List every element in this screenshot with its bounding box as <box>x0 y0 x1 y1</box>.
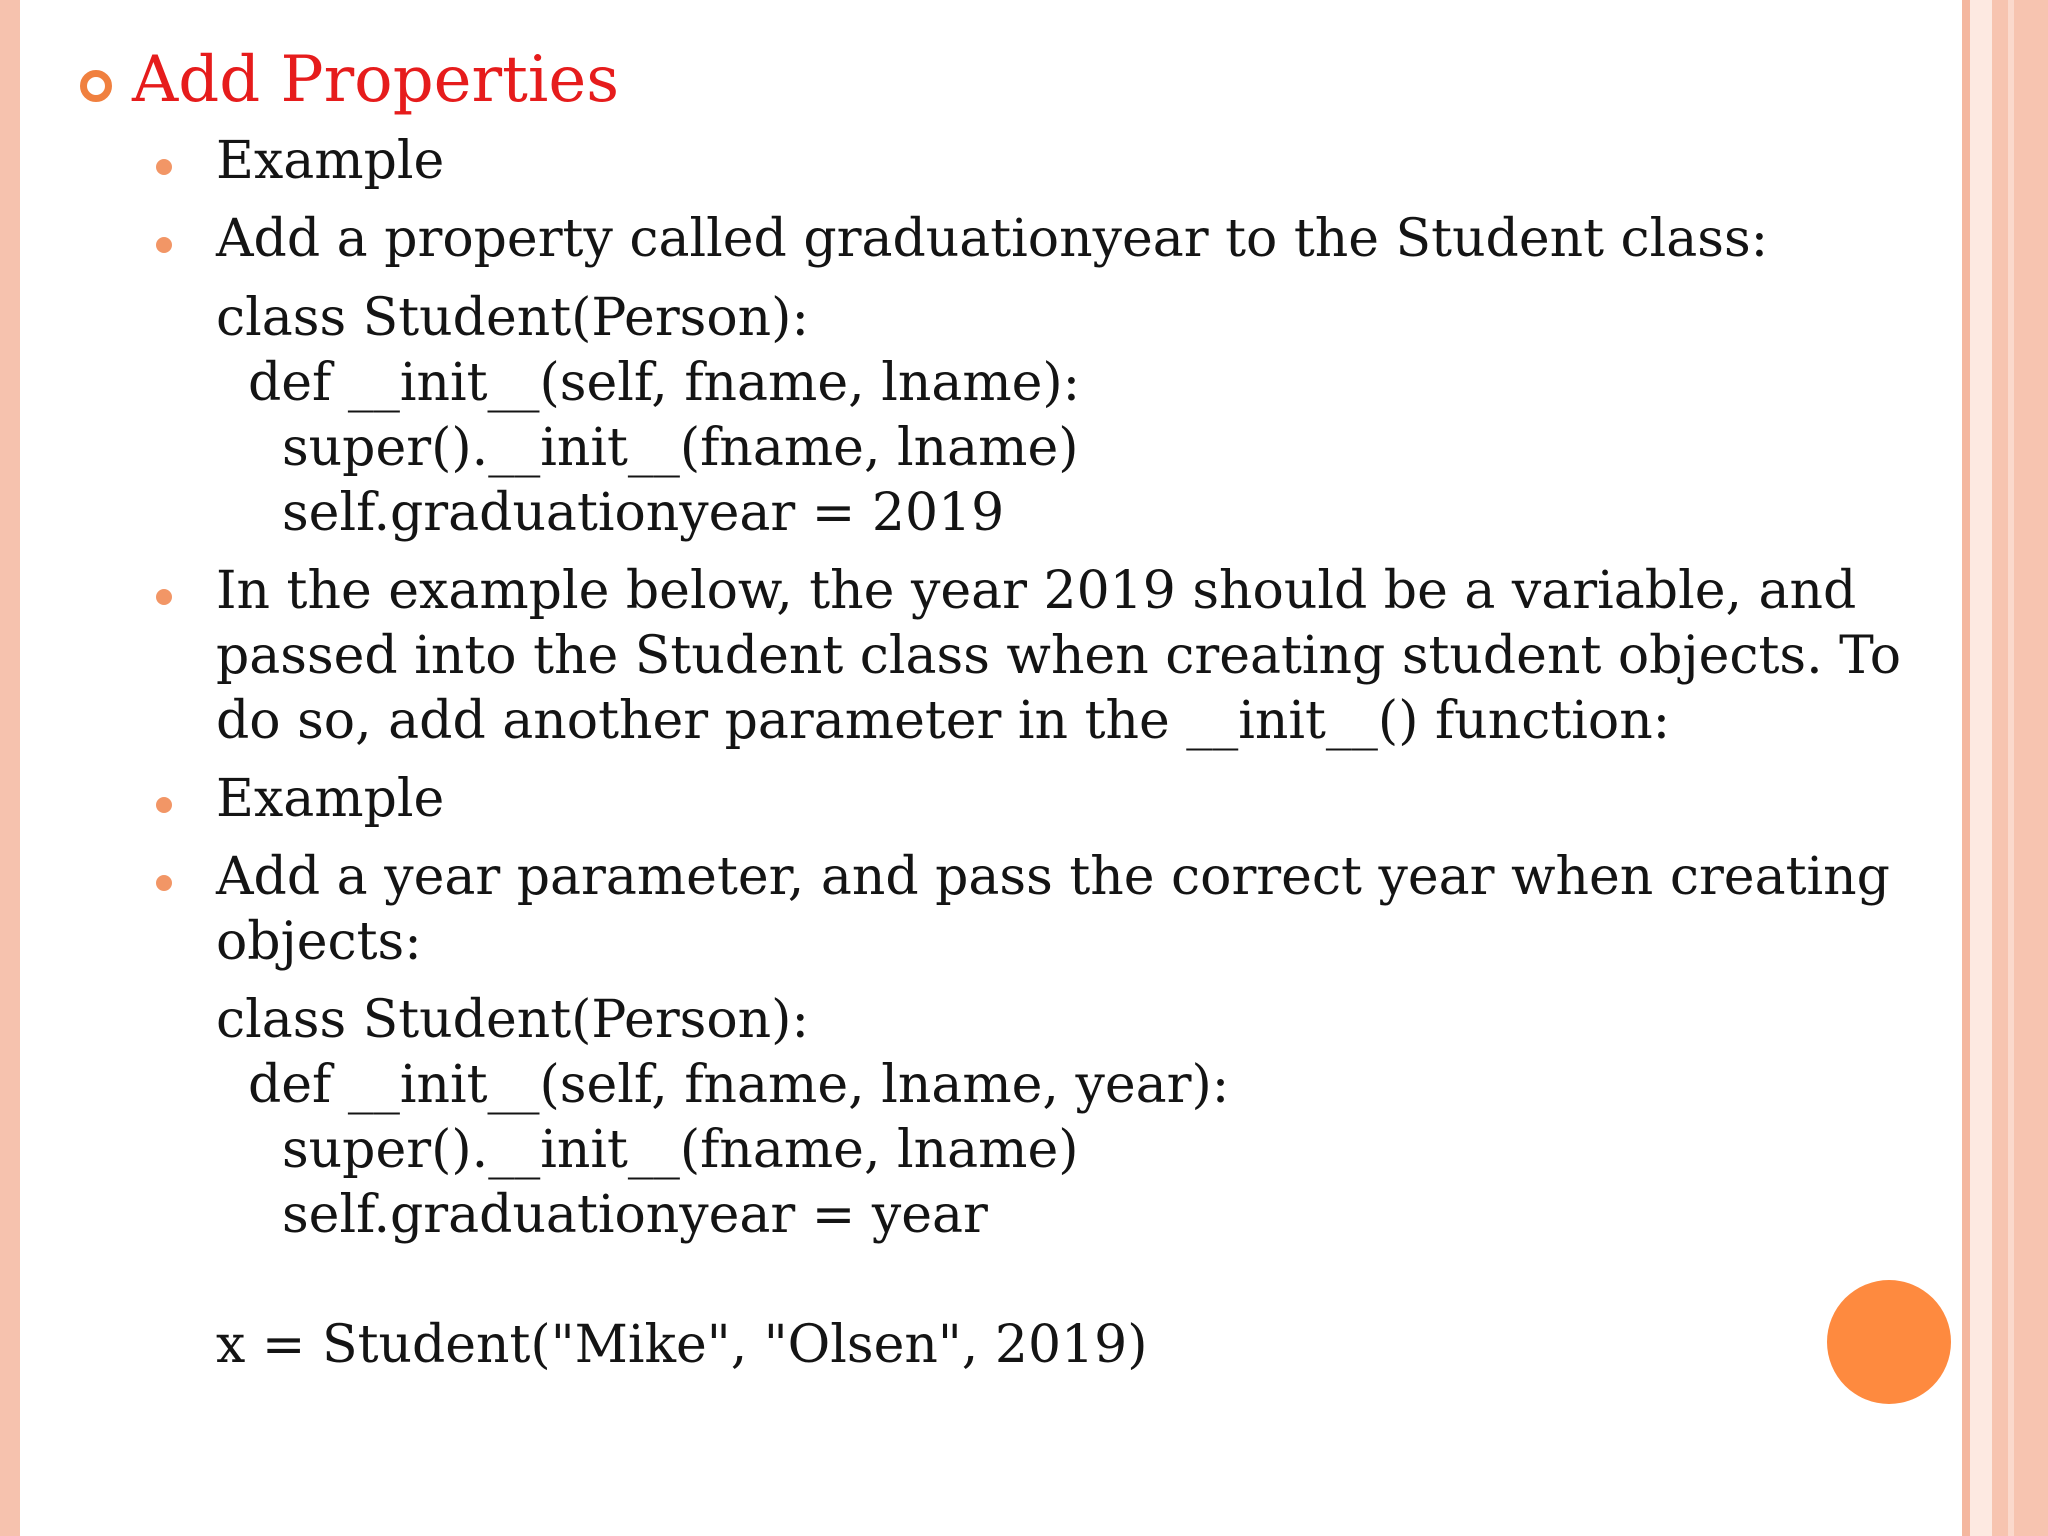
slide-title: Add Properties <box>132 43 620 117</box>
code-line: x = Student("Mike", "Olsen", 2019) <box>216 1315 1148 1375</box>
bullet-text-line: do so, add another parameter in the __init__() function: <box>216 691 1671 751</box>
filled-circle-bullet-icon <box>156 589 172 605</box>
bullet-text-add-property: Add a property called graduationyear to the Student class: <box>216 209 1769 269</box>
code-line: def __init__(self, fname, lname, year): <box>248 1055 1230 1115</box>
code-line: super().__init__(fname, lname) <box>282 418 1079 478</box>
slide-left-border <box>0 0 20 1536</box>
code-line: class Student(Person): <box>216 288 809 348</box>
code-line: def __init__(self, fname, lname): <box>248 353 1081 413</box>
decorative-orange-circle <box>1827 1280 1951 1404</box>
filled-circle-bullet-icon <box>156 875 172 891</box>
bullet-text-line: Add a year parameter, and pass the correct year when creating <box>216 847 1890 907</box>
slide-right-border-stripe <box>1962 0 1970 1536</box>
filled-circle-bullet-icon <box>156 159 172 175</box>
bullet-text-line: In the example below, the year 2019 should be a variable, and <box>216 561 1857 621</box>
bullet-text-line: passed into the Student class when creating student objects. To <box>216 626 1902 686</box>
bullet-text-line: objects: <box>216 912 422 972</box>
hollow-circle-bullet-icon <box>80 70 112 102</box>
slide-right-border-stripe <box>1970 0 1992 1536</box>
slide-right-border-stripe <box>2008 0 2014 1536</box>
filled-circle-bullet-icon <box>156 237 172 253</box>
slide-right-border-stripe <box>1992 0 2048 1536</box>
code-line: super().__init__(fname, lname) <box>282 1120 1079 1180</box>
code-line: class Student(Person): <box>216 990 809 1050</box>
bullet-text-example: Example <box>216 769 445 829</box>
filled-circle-bullet-icon <box>156 797 172 813</box>
bullet-text-example: Example <box>216 131 445 191</box>
code-line: self.graduationyear = 2019 <box>282 483 1005 543</box>
code-line: self.graduationyear = year <box>282 1185 988 1245</box>
